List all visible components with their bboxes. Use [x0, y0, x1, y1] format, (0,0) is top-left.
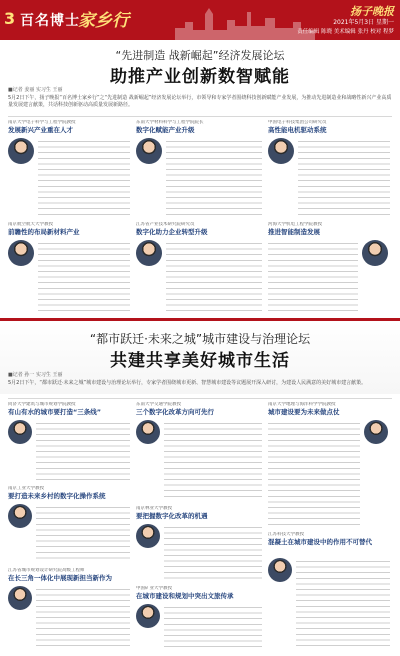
speaker-title: 城市建设要为未来做点仗 — [268, 408, 340, 416]
article2-headline: 共建共享美好城市生活 — [110, 351, 290, 371]
page-number: 3 — [4, 9, 16, 28]
speaker-photo — [136, 524, 160, 548]
speaker-title: 数字化赋能产业升级 — [136, 126, 195, 134]
speaker-block — [136, 120, 264, 218]
speaker-title: 三个数字化改革方向可先行 — [136, 408, 214, 416]
speaker-caption: 东南大学材料科学与工程学院院长 — [136, 120, 204, 125]
speaker-text — [166, 240, 262, 312]
speaker-photo — [364, 420, 388, 444]
speaker-block — [136, 506, 264, 582]
speaker-text — [164, 604, 262, 650]
speaker-photo — [362, 240, 388, 266]
speaker-title: 推进智能制造发展 — [268, 228, 320, 236]
speaker-photo — [136, 240, 162, 266]
article2-kicker: “都市跃迁·未来之城”城市建设与治理论坛 — [89, 332, 311, 346]
speaker-block — [136, 222, 264, 314]
speaker-title: 发展新兴产业重在人才 — [8, 126, 73, 134]
speaker-photo — [268, 138, 294, 164]
speaker-caption: 江苏省城市规划设计研究院高级工程师 — [8, 568, 85, 573]
speaker-caption: 同济大学建筑与城市规划学院教授 — [8, 402, 76, 407]
speaker-photo — [136, 604, 160, 628]
speaker-photo — [8, 138, 34, 164]
speaker-text — [36, 420, 130, 480]
speaker-caption: 南京大学地理与海洋科学学院教授 — [268, 402, 336, 407]
speaker-title: 在长三角一体化中展现新担当新作为 — [8, 574, 112, 582]
speaker-caption: 中国电子科技集团公司研究员 — [268, 120, 327, 125]
speaker-title: 混凝土在城市建设中的作用不可替代 — [268, 538, 372, 546]
speaker-text — [166, 138, 262, 216]
speaker-photo — [8, 240, 34, 266]
section-divider — [0, 318, 400, 321]
speaker-block — [136, 586, 264, 652]
speaker-text — [296, 558, 390, 650]
speaker-photo — [136, 420, 160, 444]
speaker-photo — [8, 420, 32, 444]
speaker-text — [164, 524, 262, 580]
speaker-caption: 南京工业大学教授 — [8, 486, 44, 491]
speaker-caption: 河海大学机电工程学院教授 — [268, 222, 322, 227]
skyline-illustration — [175, 0, 315, 40]
speaker-block — [8, 486, 132, 564]
speaker-block — [136, 402, 264, 502]
divider — [8, 398, 392, 399]
article1-lead: 5月2日下午，扬子晚报“百名博士家乡行”之“先进制造 战新崛起”经济发展论坛举行，市领导和专家学者围绕科技创新赋能产业发展，为推动先进制造业和战略性新兴产业高质量发展建言献策，共话科技创新驱动高质量发展新路径。 — [8, 95, 392, 108]
speaker-photo — [136, 138, 162, 164]
speaker-caption: 中国矿业大学教授 — [136, 586, 172, 591]
speaker-block — [268, 222, 392, 314]
speaker-block — [8, 568, 132, 652]
speaker-photo — [268, 558, 292, 582]
column-title: 百名博士 — [20, 13, 80, 29]
column-script-title: 家乡行 — [78, 11, 129, 31]
speaker-text — [38, 138, 130, 216]
speaker-text — [268, 240, 358, 312]
speaker-text — [38, 240, 130, 312]
speaker-caption: 南京航空航天大学教授 — [8, 222, 53, 227]
speaker-photo — [8, 504, 32, 528]
speaker-title: 在城市建设和规划中突出文旅传承 — [136, 592, 234, 600]
speaker-caption: 南京大学电子科学与工程学院教授 — [8, 120, 76, 125]
article1-byline: ■记者 姜丽 实习生 王丽 — [8, 87, 63, 93]
newspaper-brand: 扬子晚报 — [350, 5, 394, 18]
issue-date: 2021年5月3日 星期一 — [333, 19, 394, 26]
speaker-title: 要打造未来乡村的数字化操作系统 — [8, 492, 106, 500]
speaker-caption: 江苏科技大学教授 — [268, 532, 304, 537]
speaker-block — [8, 120, 132, 218]
speaker-text — [36, 504, 130, 562]
speaker-block — [268, 532, 392, 652]
article2-byline: ■记者 孙一 实习生 王丽 — [8, 372, 63, 378]
article1-headline: 助推产业创新数智赋能 — [110, 67, 290, 87]
editor-credits: 责任编辑 陈晓 美术编辑 张丹 校对 程梦 — [297, 29, 394, 35]
speaker-title: 前瞻性的布局新材料产业 — [8, 228, 80, 236]
speaker-text — [298, 138, 390, 216]
speaker-text — [164, 420, 262, 500]
speaker-caption: 江苏省产业技术研究院研究员 — [136, 222, 195, 227]
speaker-caption: 东南大学交通学院教授 — [136, 402, 181, 407]
divider — [8, 116, 392, 117]
speaker-title: 有山有水的城市要打造“三条线” — [8, 408, 102, 416]
speaker-text — [268, 420, 360, 526]
speaker-caption: 南京林业大学教授 — [136, 506, 172, 511]
speaker-title: 要把握数字化改革的机遇 — [136, 512, 208, 520]
article2-lead: 5月2日下午，“都市跃迁·未来之城”城市建设与治理论坛举行，专家学者围绕城市更新、智慧城市建设等议题展开深入研讨，为建设人民满意的美好城市建言献策。 — [8, 380, 367, 386]
speaker-title: 高性能电机驱动系统 — [268, 126, 327, 134]
speaker-title: 数字化助力企业转型升级 — [136, 228, 208, 236]
speaker-block — [8, 402, 132, 482]
speaker-photo — [8, 586, 32, 610]
masthead — [0, 0, 400, 40]
speaker-block — [268, 120, 392, 218]
speaker-block — [8, 222, 132, 314]
speaker-block — [268, 402, 392, 528]
article1-kicker: “先进制造 战新崛起”经济发展论坛 — [115, 49, 285, 62]
speaker-text — [36, 586, 130, 650]
